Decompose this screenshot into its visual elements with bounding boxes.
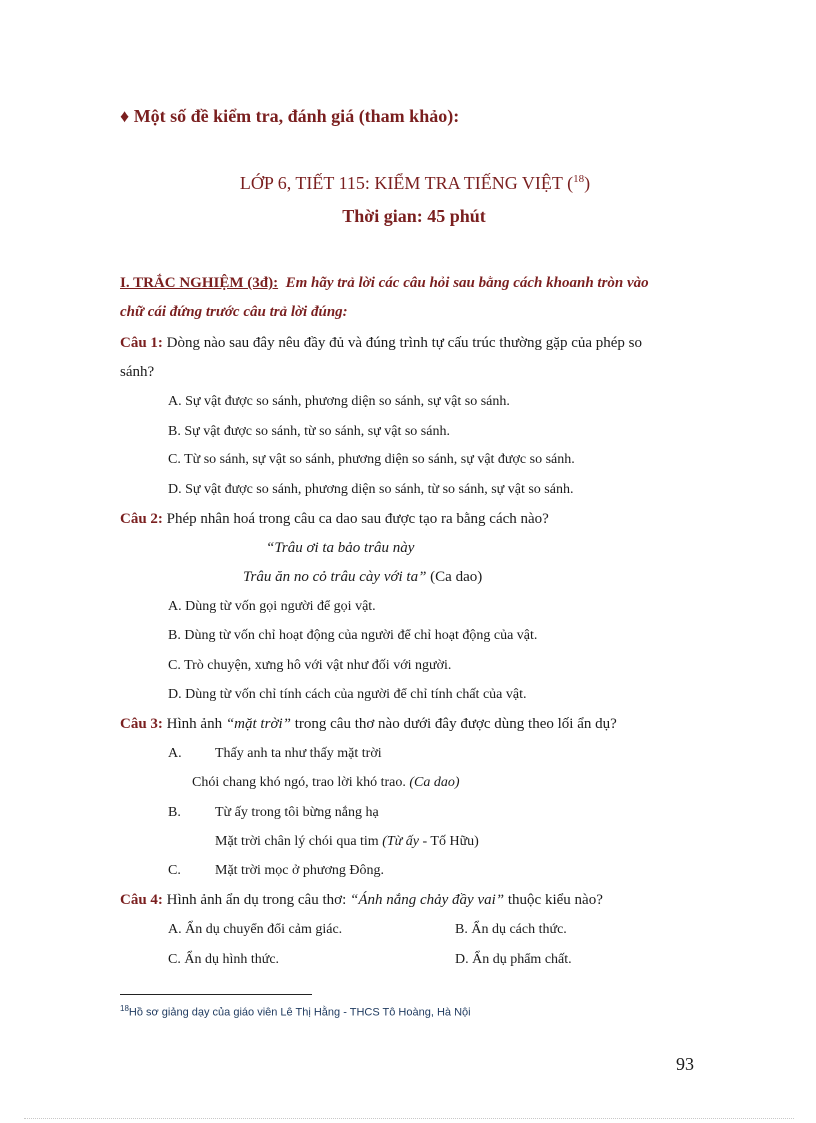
q3-option-b-line2: Mặt trời chân lý chói qua tim (Từ ấy - Tố Hữu) (215, 834, 479, 849)
section-heading (120, 106, 459, 127)
q3-a-source: (Ca dao) (409, 775, 460, 790)
section-heading-text: Một số đề kiểm tra, đánh giá (tham khảo): (133, 106, 460, 126)
part1-instruction-line2: chữ cái đứng trước câu trả lời đúng: (120, 304, 348, 320)
q1-text-line2: sánh? (120, 364, 155, 380)
q2-option-a: A. Dùng từ vốn gọi người để gọi vật. (168, 599, 376, 614)
q1-option-d: D. Sự vật được so sánh, phương diện so sánh, từ so sánh, sự vật so sánh. (168, 482, 574, 497)
diamond-bullet-icon: ♦ (120, 106, 130, 126)
q2-option-b: B. Dùng từ vốn chỉ hoạt động của người để chỉ hoạt động của vật. (168, 628, 538, 643)
q2-poem-line1: “Trâu ơi ta bảo trâu này (266, 540, 415, 556)
question-4: Câu 4: Hình ảnh ẩn dụ trong câu thơ: “Ánh nắng chảy đầy vai” thuộc kiểu nào? (120, 892, 603, 908)
part1-instruction-line1: Em hãy trả lời các câu hỏi sau bằng cách khoanh tròn vào (285, 275, 649, 291)
q3-option-c-line1: Mặt trời mọc ở phương Đông. (215, 863, 385, 878)
q1-text: Dòng nào sau đây nêu đầy đủ và đúng trình tự cấu trúc thường gặp của phép so (166, 335, 642, 351)
q2-option-d: D. Dùng từ vốn chỉ tính cách của người để chỉ tính chất của vật. (168, 687, 527, 702)
q4-option-b: B. Ẩn dụ cách thức. (455, 922, 567, 937)
page-title: LỚP 6, TIẾT 115: KIỂM TRA TIẾNG VIỆT ($^{18}$) (239, 173, 591, 193)
question-2 (120, 511, 549, 528)
q4-option-a: A. Ẩn dụ chuyển đổi cảm giác. (168, 922, 343, 937)
time-limit: Thời gian: 45 phút (342, 206, 486, 226)
part1-label: I. TRẮC NGHIỆM (3đ): (120, 275, 279, 291)
q2-option-c: C. Trò chuyện, xưng hô với vật như đối với người. (168, 658, 452, 673)
q1-option-a: A. Sự vật được so sánh, phương diện so sánh, sự vật so sánh. (168, 394, 510, 409)
q4-label: Câu 4: (120, 892, 163, 908)
q2-text: Phép nhân hoá trong câu ca dao sau được tạo ra bằng cách nào? (166, 511, 549, 527)
q3-option-c-letter: C. (168, 863, 181, 878)
q2-label: Câu 2: (120, 511, 163, 527)
question-3: Câu 3: Hình ảnh “mặt trời” trong câu thơ nào dưới đây được dùng theo lối ẩn dụ? (120, 716, 617, 732)
q2-poem-line2: Trâu ăn no cỏ trâu cày với ta” (Ca dao) (243, 569, 483, 585)
part1-heading (120, 275, 649, 292)
q3-option-a-line1: Thấy anh ta như thấy mặt trời (215, 746, 382, 761)
q1-option-c: C. Từ so sánh, sự vật so sánh, phương diện so sánh, sự vật được so sánh. (168, 452, 575, 467)
footnote-text: Hồ sơ giảng dạy của giáo viên Lê Thị Hằng - THCS Tô Hoàng, Hà Nội (128, 1006, 471, 1019)
q3-option-b-line1: Từ ấy trong tôi bừng nắng hạ (215, 805, 379, 820)
q2-source: (Ca dao) (426, 569, 483, 585)
question-1 (120, 335, 696, 352)
q4-option-c: C. Ẩn dụ hình thức. (168, 952, 280, 967)
q4-option-d: D. Ẩn dụ phẩm chất. (455, 952, 572, 967)
footnote (120, 1004, 471, 1019)
q3-option-a-letter: A. (168, 746, 182, 761)
page-number: 93 (676, 1054, 694, 1074)
q3-option-a-line2: Chói chang khó ngó, trao lời khó trao. (Ca dao) (192, 775, 460, 790)
footnote-ref: 18 (120, 1004, 129, 1013)
footnote-divider (120, 994, 312, 995)
q1-label: Câu 1: (120, 335, 163, 351)
page-bottom-border (24, 1118, 794, 1119)
q3-option-b-letter: B. (168, 805, 181, 820)
q1-option-b: B. Sự vật được so sánh, từ so sánh, sự vật so sánh. (168, 424, 450, 439)
q3-label: Câu 3: (120, 716, 163, 732)
title-footnote-ref: 18 (573, 173, 585, 185)
